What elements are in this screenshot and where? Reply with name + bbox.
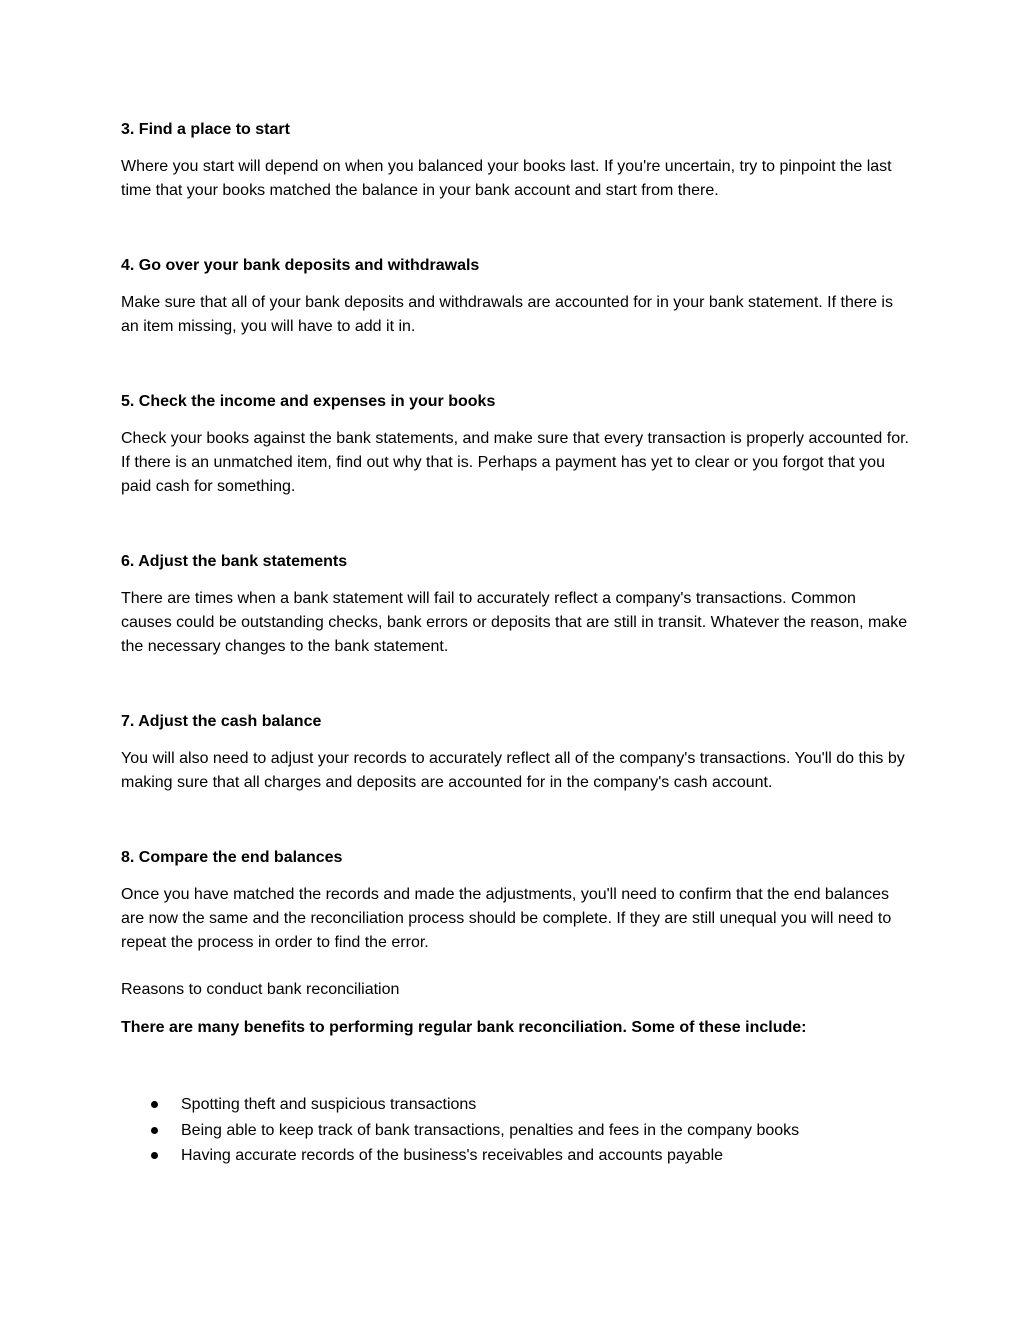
section-body: Once you have matched the records and made the adjustments, you'll need to confirm that the end balances are now the same and the reconciliation process should be complete. If they are still unequal you will need to repeat the process in order to find the error. xyxy=(121,886,892,951)
section-heading: 6. Adjust the bank statements xyxy=(121,553,348,570)
document-content xyxy=(121,118,911,1169)
section-body: Check your books against the bank statements, and make sure that every transaction is properly accounted for. If there is an unmatched item, find out why that is. Perhaps a payment has yet to clear or you forgot that you paid cash for something. xyxy=(121,430,909,495)
section-adjust-statements xyxy=(121,550,911,659)
benefits-list xyxy=(121,1092,911,1169)
bullet-icon xyxy=(151,1152,158,1159)
reasons-title: Reasons to conduct bank reconciliation xyxy=(121,981,400,998)
section-deposits-withdrawals xyxy=(121,254,911,339)
section-body: Make sure that all of your bank deposits and withdrawals are accounted for in your bank statement. If there is an item missing, you will have to add it in. xyxy=(121,294,893,335)
section-compare-balances xyxy=(121,846,911,955)
section-adjust-cash xyxy=(121,710,911,795)
section-find-start xyxy=(121,118,911,203)
section-heading: 4. Go over your bank deposits and withdrawals xyxy=(121,257,480,274)
list-item xyxy=(121,1092,911,1118)
section-income-expenses xyxy=(121,390,911,499)
section-heading: 7. Adjust the cash balance xyxy=(121,713,322,730)
benefits-intro: There are many benefits to performing regular bank reconciliation. Some of these include: xyxy=(121,1019,807,1036)
section-body: There are times when a bank statement will fail to accurately reflect a company's transactions. Common causes could be outstanding checks, bank errors or deposits that are still in transit. Whatever the reason, make the necessary changes to the bank statement. xyxy=(121,590,908,655)
bullet-icon xyxy=(151,1101,158,1108)
section-heading: 5. Check the income and expenses in your books xyxy=(121,393,496,410)
section-body: You will also need to adjust your records to accurately reflect all of the company's transactions. You'll do this by making sure that all charges and deposits are accounted for in the company's cash account. xyxy=(121,750,905,791)
list-item-text: Spotting theft and suspicious transactions xyxy=(181,1096,477,1113)
list-item xyxy=(121,1143,911,1169)
list-item-text: Being able to keep track of bank transactions, penalties and fees in the company books xyxy=(181,1121,800,1139)
section-heading: 8. Compare the end balances xyxy=(121,849,343,866)
list-item xyxy=(121,1118,911,1144)
list-item-text: Having accurate records of the business's receivables and accounts payable xyxy=(181,1147,724,1164)
section-body: Where you start will depend on when you balanced your books last. If you're uncertain, try to pinpoint the last time that your books matched the balance in your bank account and start from there. xyxy=(121,158,892,199)
bullet-icon xyxy=(151,1127,158,1134)
section-heading: 3. Find a place to start xyxy=(121,121,290,138)
